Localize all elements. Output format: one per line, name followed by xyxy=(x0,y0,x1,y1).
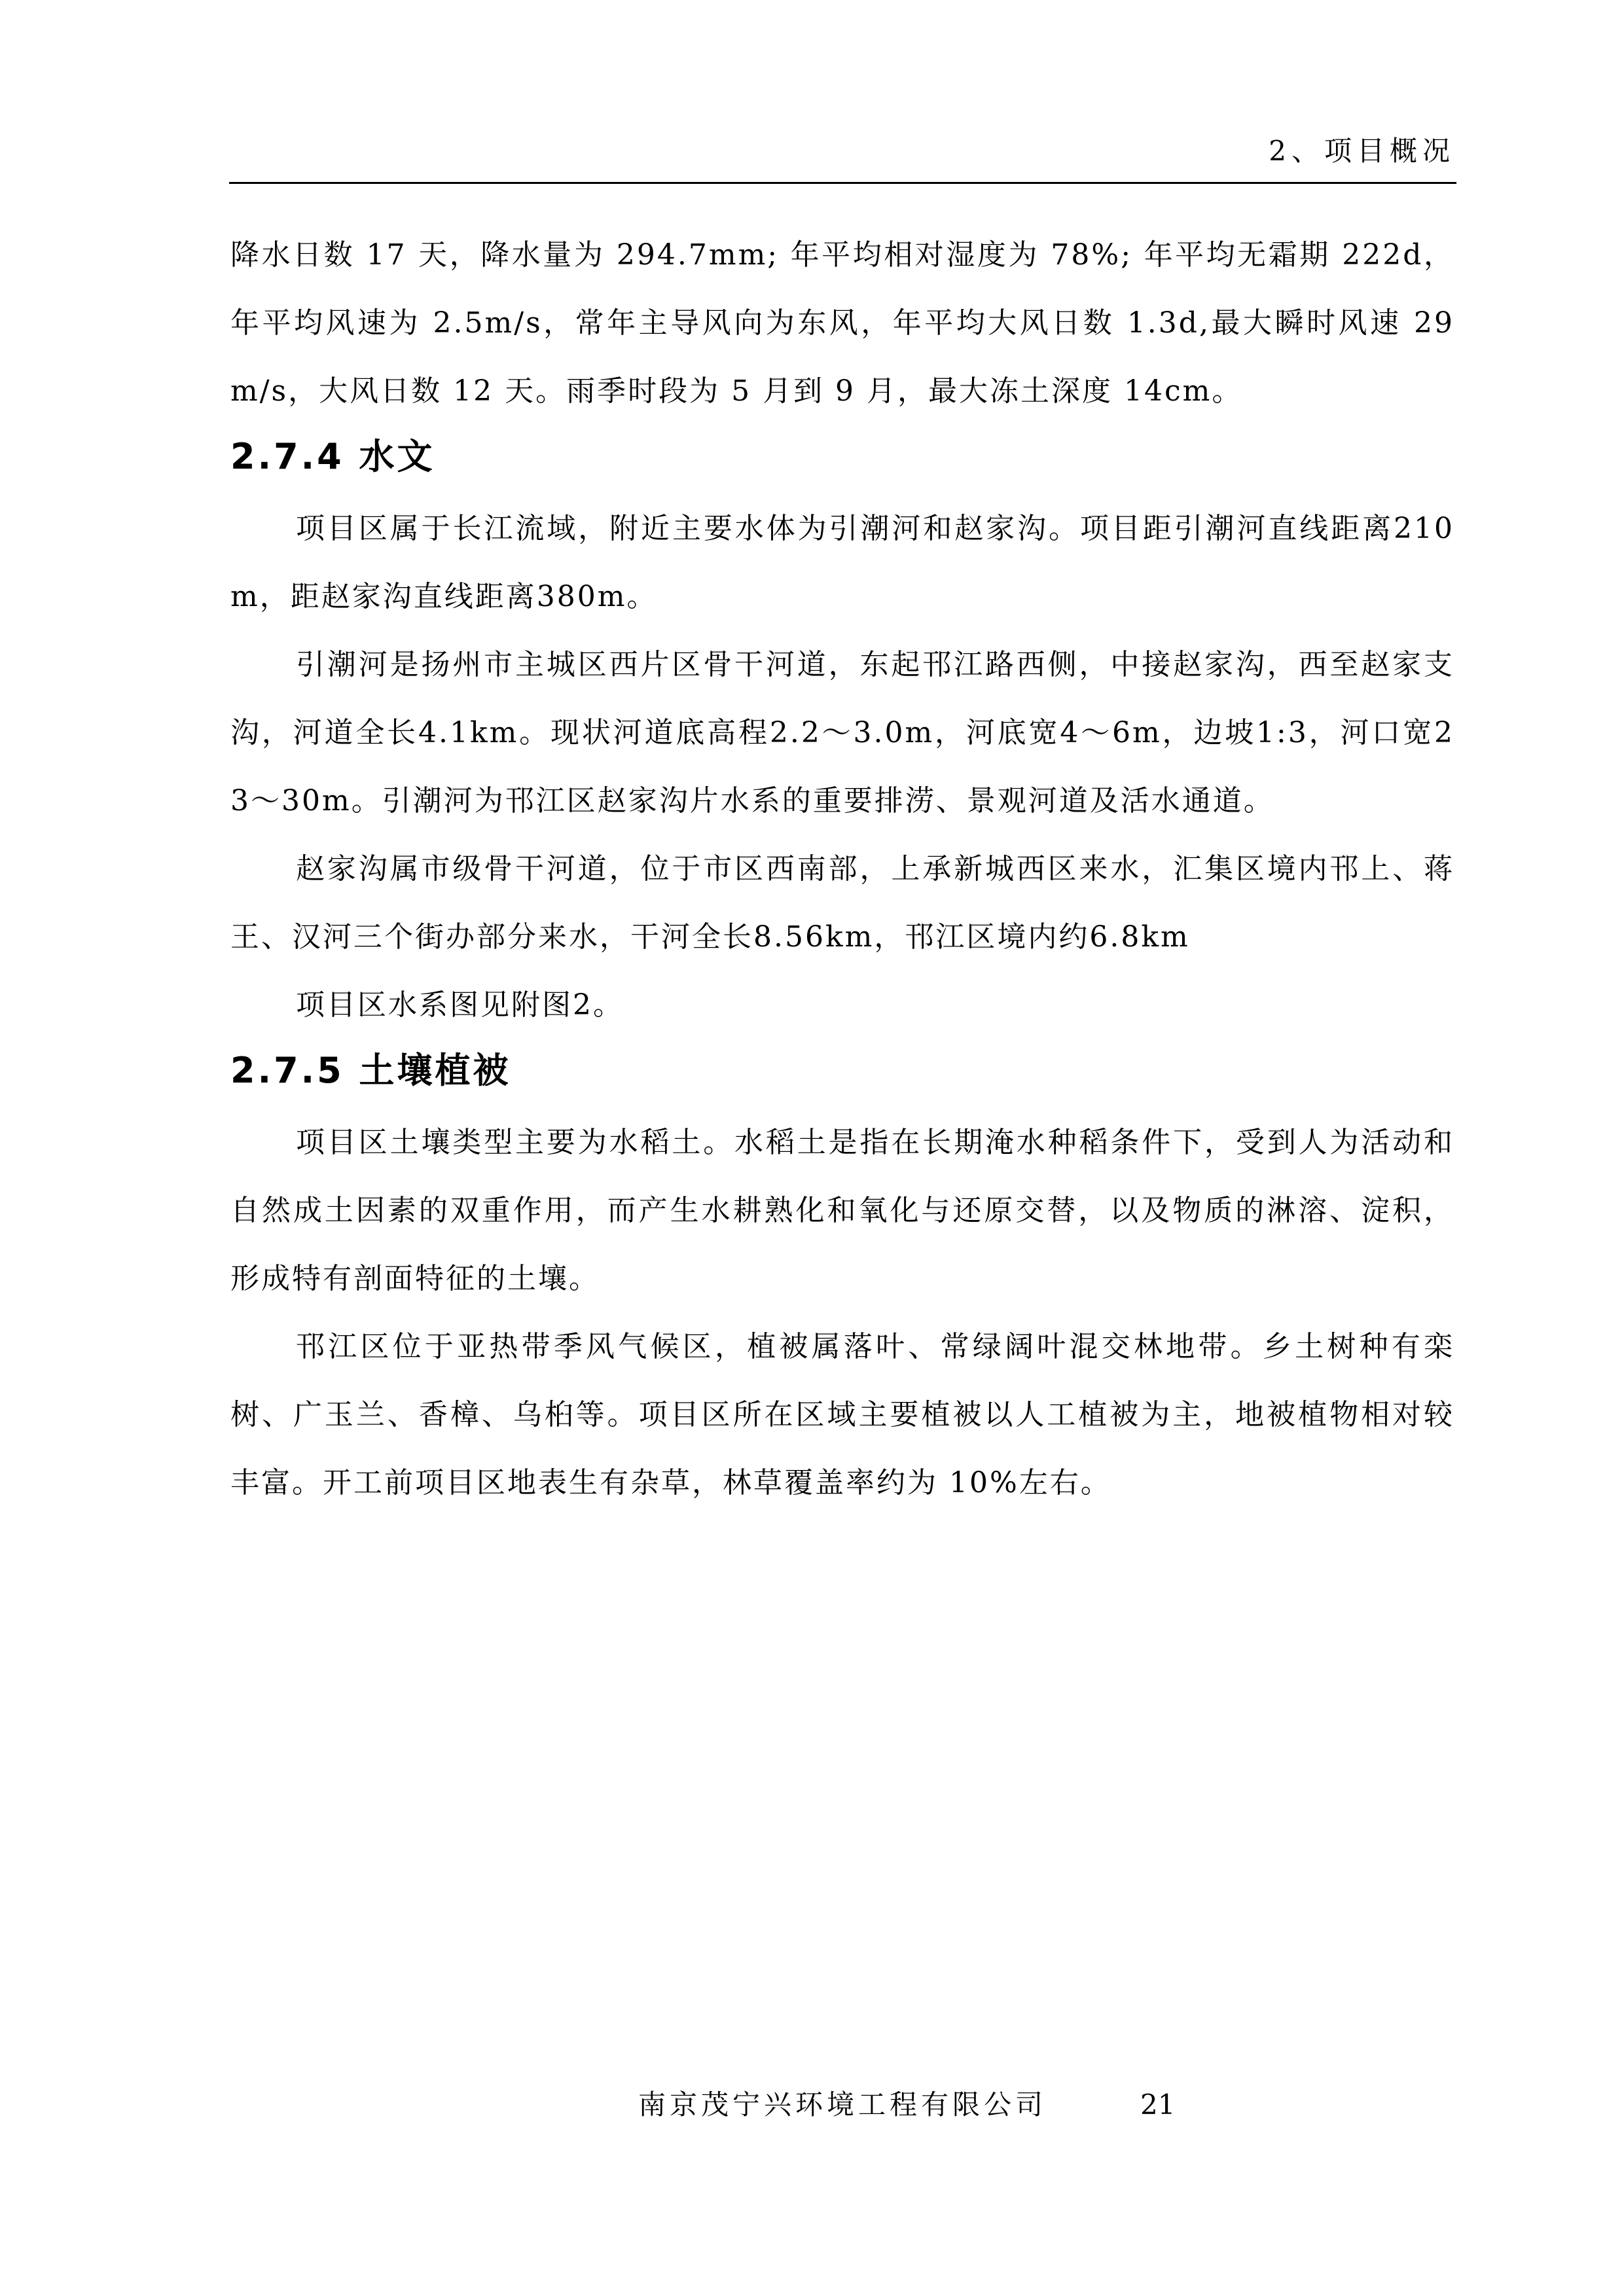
footer-company-name: 南京茂宁兴环境工程有限公司 xyxy=(638,2089,1047,2121)
soil-paragraph: 项目区土壤类型主要为水稻土。水稻土是指在长期淹水种稻条件下，受到人为活动和自然成土因素的双重作用，而产生水耕熟化和氧化与还原交替，以及物质的淋溶、淀积，形成特有剖面特征的土壤。 xyxy=(230,1126,1454,1295)
header-divider xyxy=(229,182,1456,184)
hydrology-paragraph: 赵家沟属市级骨干河道，位于市区西南部，上承新城西区来水，汇集区境内邗上、蒋王、汉河三个街办部分来水，干河全长8.56km，邗江区境内约6.8km xyxy=(230,852,1454,954)
page-body xyxy=(230,221,1454,1517)
page-number: 21 xyxy=(1140,2089,1176,2121)
vegetation-paragraph: 邗江区位于亚热带季风气候区，植被属落叶、常绿阔叶混交林地带。乡土树种有栾树、广玉兰、香樟、乌桕等。项目区所在区域主要植被以人工植被为主，地被植物相对较丰富。开工前项目区地表生有杂草，林草覆盖率约为 10%左右。 xyxy=(230,1330,1454,1499)
running-header: 2、项目概况 xyxy=(1269,135,1455,167)
climate-paragraph: 降水日数 17 天，降水量为 294.7mm; 年平均相对湿度为 78%; 年平均无霜期 222d，年平均风速为 2.5m/s，常年主导风向为东风，年平均大风日数 1.3d,最大瞬时风速 29m/s，大风日数 12 天。雨季时段为 5 月到 9 月，最大冻土深度 14cm。 xyxy=(230,238,1454,408)
section-heading-soil-vegetation: 2.7.5 土壤植被 xyxy=(230,1050,511,1091)
hydrology-paragraph: 引潮河是扬州市主城区西片区骨干河道，东起邗江路西侧，中接赵家沟，西至赵家支沟，河道全长4.1km。现状河道底高程2.2～3.0m，河底宽4～6m，边坡1:3，河口宽23～30m。引潮河为邗江区赵家沟片水系的重要排涝、景观河道及活水通道。 xyxy=(230,648,1454,817)
hydrology-paragraph: 项目区属于长江流域，附近主要水体为引潮河和赵家沟。项目距引潮河直线距离210m，距赵家沟直线距离380m。 xyxy=(230,512,1454,613)
section-heading-hydrology: 2.7.4 水文 xyxy=(230,436,435,477)
hydrology-paragraph: 项目区水系图见附图2。 xyxy=(296,988,624,1022)
